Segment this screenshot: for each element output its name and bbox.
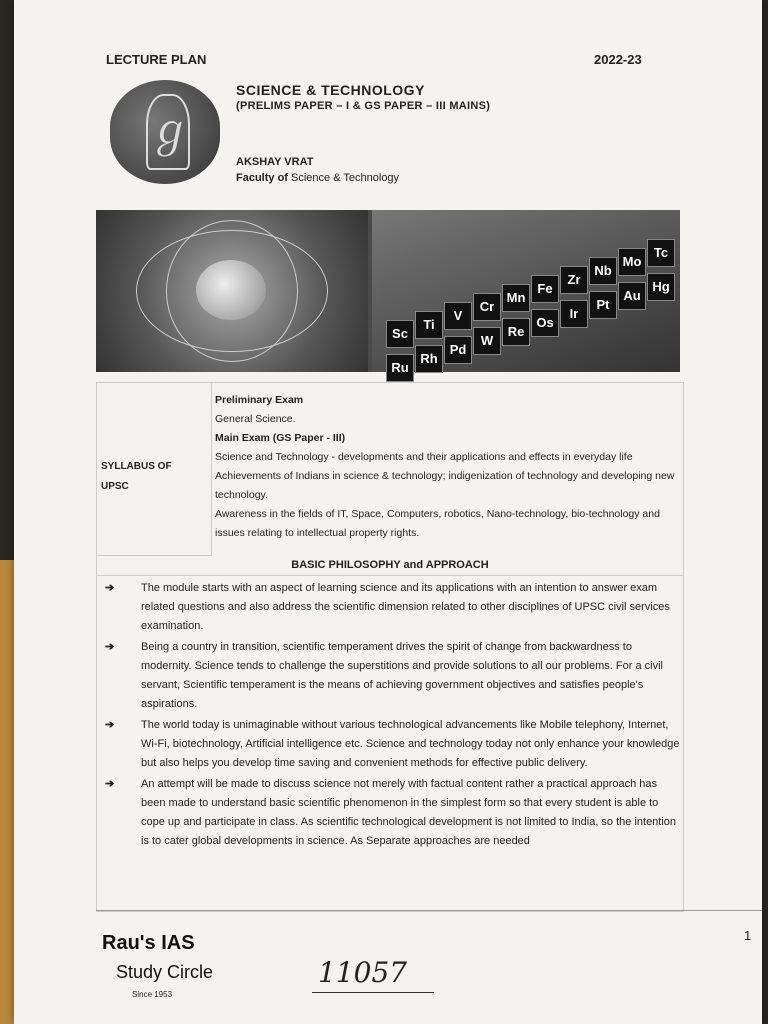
science-banner-image — [96, 210, 680, 375]
arrow-right-icon: ➔ — [105, 719, 115, 731]
philosophy-bullets — [97, 579, 683, 853]
prelims-heading: Preliminary Exam — [215, 394, 304, 406]
element-tile: Cr — [473, 293, 501, 321]
brand-subtitle: Study Circle — [116, 962, 214, 982]
course-subtitle: (PRELIMS PAPER – I & GS PAPER – III MAINS) — [236, 100, 491, 112]
syllabus-table — [96, 382, 684, 912]
element-tile: Rh — [415, 345, 443, 373]
syllabus-content-cell — [215, 391, 685, 543]
logo-emblem-icon: ℊ — [146, 94, 190, 170]
element-tile: W — [473, 327, 501, 355]
philosophy-heading: BASIC PHILOSOPHY and APPROACH — [97, 555, 683, 576]
element-tile: Fe — [531, 275, 559, 303]
element-tile: Re — [502, 318, 530, 346]
element-tile: Nb — [589, 257, 617, 285]
list-item: ➔ Being a country in transition, scientific temperament drives the spirit of change from backwardness to modernity. Science tends to challenge the superstitions and provide solutions to all our problems. For a civil servant, Scientific temperament is the means of achieving government objectives and satisfies people's aspirations. — [97, 638, 683, 714]
atom-nucleus-icon — [196, 260, 266, 320]
element-tile: V — [444, 302, 472, 330]
list-item: ➔ The module starts with an aspect of learning science and its applications with an intention to answer exam related questions and also address the scientific dimension related to other disciplines of UPSC civil services examination. — [97, 579, 683, 636]
course-title: SCIENCE & TECHNOLOGY — [236, 82, 425, 98]
element-tile: Os — [531, 309, 559, 337]
faculty-subject: Science & Technology — [291, 172, 400, 184]
atom-illustration — [96, 210, 368, 372]
element-tile: Ti — [415, 311, 443, 339]
element-tile: Ru — [386, 354, 414, 382]
syllabus-label-cell — [97, 383, 212, 556]
element-tile: Pd — [444, 336, 472, 364]
handwritten-underline — [312, 992, 434, 993]
element-tile: Sc — [386, 320, 414, 348]
header-right: 2022-23 — [594, 52, 642, 67]
periodic-table-illustration — [372, 210, 680, 375]
element-tile: Au — [618, 282, 646, 310]
element-tile: Hg — [647, 273, 675, 301]
element-tile: Mo — [618, 248, 646, 276]
institute-logo — [110, 80, 220, 184]
header-left: LECTURE PLAN — [106, 52, 207, 67]
element-tile: Mn — [502, 284, 530, 312]
arrow-right-icon: ➔ — [105, 582, 115, 594]
list-item: ➔ An attempt will be made to discuss science not merely with factual content rather a practical approach has been made to understand basic scientific phenomenon in the simplest form so that every student is able to cope up and participate in class. As scientific technological development is not limited to India, so the intention is to cater global developments in science. As Separate approaches are needed — [97, 775, 683, 851]
handwritten-number: 11057 — [318, 956, 408, 989]
page-number: 1 — [744, 928, 752, 943]
faculty-prefix: Faculty of — [236, 172, 288, 184]
element-tile: Zr — [560, 266, 588, 294]
brand-since: Since 1953 — [132, 990, 173, 999]
faculty-line — [236, 172, 399, 184]
arrow-right-icon: ➔ — [105, 641, 115, 653]
mains-text: Science and Technology - developments and their applications and effects in everyday life Achievements of Indians in science & technology; indigenization of technology and developing new technology. — [215, 451, 675, 501]
document-page — [14, 0, 762, 1024]
footer-divider — [96, 910, 762, 911]
mains-heading: Main Exam (GS Paper - III) — [215, 432, 346, 444]
list-item: ➔ The world today is unimaginable without various technological advancements like Mobile telephony, Internet, Wi-Fi, biotechnology, Artificial intelligence etc. Science and technology today not only enhance your knowledge but also helps you develop time saving and convenient methods for effective public delivery. — [97, 716, 683, 773]
prelims-text: General Science. — [215, 413, 296, 425]
syllabus-label: SYLLABUS OF UPSC — [101, 461, 172, 492]
author-name: AKSHAY VRAT — [236, 156, 314, 168]
brand-name: Rau's IAS — [102, 932, 195, 954]
mains-text-2: Awareness in the fields of IT, Space, Computers, robotics, Nano-technology, bio-technology and issues relating to intellectual property rights. — [215, 508, 660, 539]
arrow-right-icon: ➔ — [105, 778, 115, 790]
element-tile: Ir — [560, 300, 588, 328]
element-tile: Pt — [589, 291, 617, 319]
element-tile: Tc — [647, 239, 675, 267]
